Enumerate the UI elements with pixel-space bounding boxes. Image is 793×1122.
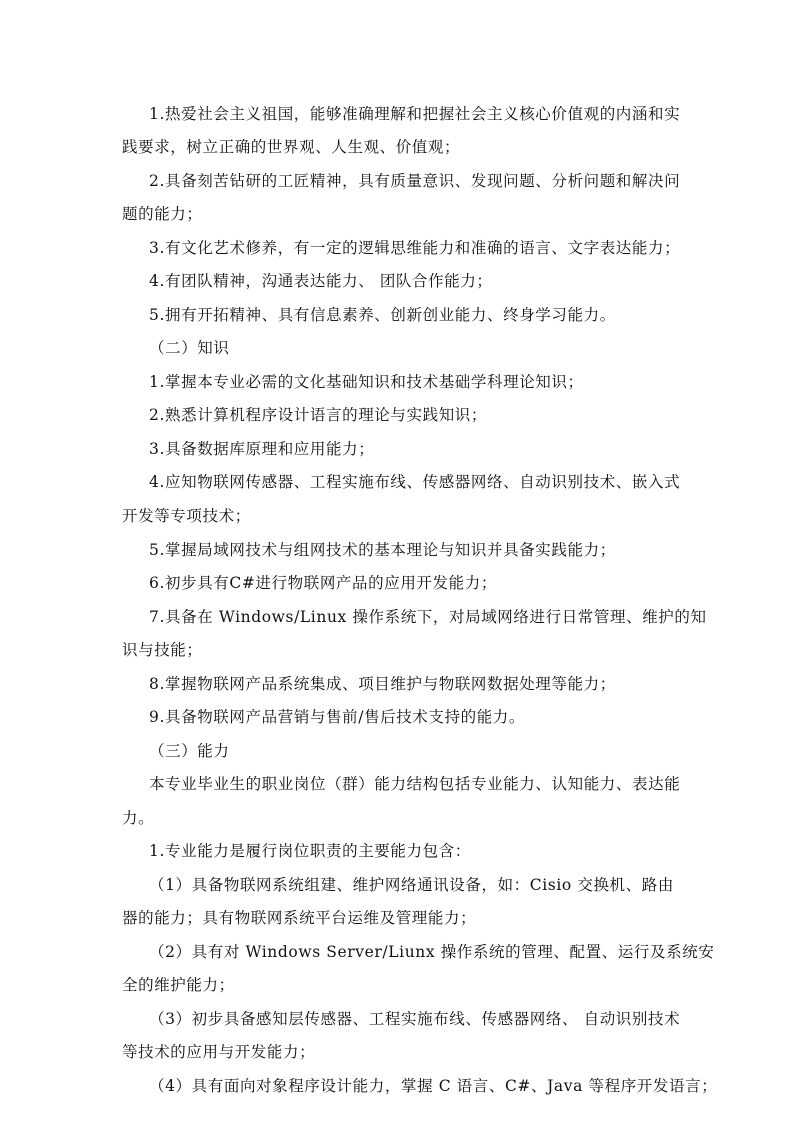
knowledge-item-7-line-1: 7.具备在 Windows/Linux 操作系统下，对局域网络进行日常管理、维护的知	[149, 608, 707, 626]
knowledge-item-8: 8.掌握物联网产品系统集成、项目维护与物联网数据处理等能力；	[149, 675, 616, 693]
knowledge-item-9: 9.具备物联网产品营销与售前/售后技术支持的能力。	[149, 708, 526, 726]
ability-item-1: 1.专业能力是履行岗位职责的主要能力包含：	[149, 842, 471, 860]
quality-item-3: 3.有文化艺术修养，有一定的逻辑思维能力和准确的语言、文字表达能力；	[149, 239, 681, 257]
knowledge-item-4-line-1: 4.应知物联网传感器、工程实施布线、传感器网络、自动识别技术、嵌入式	[149, 473, 681, 491]
quality-item-2-line-2: 题的能力；	[122, 205, 203, 223]
ability-subitem-4: （4）具有面向对象程序设计能力，掌握 C 语言、C#、Java 等程序开发语言；	[149, 1077, 718, 1095]
knowledge-item-2: 2.熟悉计算机程序设计语言的理论与实践知识；	[149, 406, 487, 424]
quality-item-4: 4.有团队精神，沟通表达能力、 团队合作能力；	[149, 272, 493, 290]
quality-item-2-line-1: 2.具备刻苦钻研的工匠精神，具有质量意识、发现问题、分析问题和解决问	[149, 172, 681, 190]
ability-subitem-2-line-1: （2）具有对 Windows Server/Liunx 操作系统的管理、配置、运行及系统安	[149, 943, 715, 961]
ability-subitem-3-line-2: 等技术的应用与开发能力；	[122, 1043, 316, 1061]
quality-item-1-line-1: 1.热爱社会主义祖国，能够准确理解和把握社会主义核心价值观的内涵和实	[149, 105, 681, 123]
ability-subitem-1-line-1: （1）具备物联网系统组建、维护网络通讯设备，如：Cisio 交换机、路由	[149, 876, 674, 894]
knowledge-item-5: 5.掌握局域网技术与组网技术的基本理论与知识并具备实践能力；	[149, 541, 616, 559]
knowledge-item-7-line-2: 识与技能；	[122, 641, 203, 659]
ability-subitem-3-line-1: （3）初步具备感知层传感器、工程实施布线、传感器网络、 自动识别技术	[149, 1010, 681, 1028]
ability-subitem-2-line-2: 全的维护能力；	[122, 976, 235, 994]
knowledge-heading: （二）知识	[149, 339, 230, 357]
ability-heading: （三）能力	[149, 742, 230, 760]
quality-item-1-line-2: 践要求，树立正确的世界观、人生观、价值观；	[122, 138, 461, 156]
quality-item-5: 5.拥有开拓精神、具有信息素养、创新创业能力、终身学习能力。	[149, 306, 616, 324]
knowledge-item-4-line-2: 开发等专项技术；	[122, 507, 251, 525]
knowledge-item-1: 1.掌握本专业必需的文化基础知识和技术基础学科理论知识；	[149, 373, 584, 391]
ability-intro-line-1: 本专业毕业生的职业岗位（群）能力结构包括专业能力、认知能力、表达能	[149, 775, 681, 793]
ability-subitem-1-line-2: 器的能力；具有物联网系统平台运维及管理能力；	[122, 909, 477, 927]
ability-intro-line-2: 力。	[122, 809, 155, 827]
knowledge-item-3: 3.具备数据库原理和应用能力；	[149, 440, 375, 458]
knowledge-item-6: 6.初步具有C#进行物联网产品的应用开发能力；	[149, 574, 497, 592]
